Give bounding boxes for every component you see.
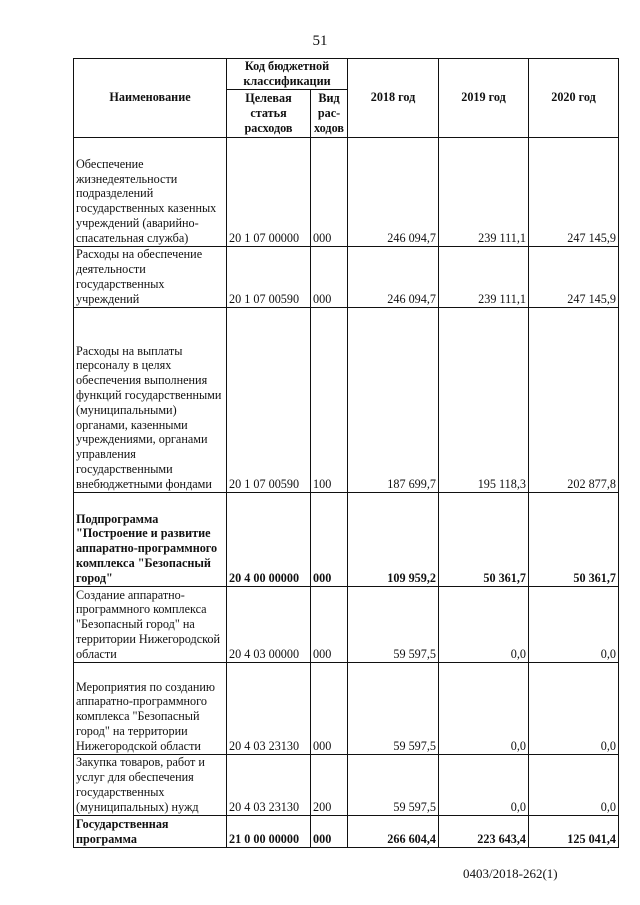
row-name: Расходы на обеспечение деятельности государственных учреждений (74, 246, 227, 307)
document-number: 0403/2018-262(1) (463, 866, 558, 881)
row-value-2018: 59 597,5 (348, 754, 439, 815)
row-value-2019: 0,0 (439, 586, 529, 662)
row-value-2019: 239 111,1 (439, 137, 529, 246)
row-value-2018: 59 597,5 (348, 586, 439, 662)
row-expense-kind: 000 (311, 662, 348, 754)
row-expense-kind: 000 (311, 137, 348, 246)
row-value-2020: 0,0 (529, 586, 619, 662)
row-expense-kind: 000 (311, 815, 348, 847)
row-target-code: 20 1 07 00590 (227, 307, 311, 492)
row-value-2020: 125 041,4 (529, 815, 619, 847)
row-expense-kind: 000 (311, 586, 348, 662)
row-name: Мероприятия по созданию аппаратно-программного комплекса "Безопасный город" на территории Нижегородской области (74, 662, 227, 754)
row-target-code: 20 4 00 00000 (227, 492, 311, 586)
row-value-2018: 246 094,7 (348, 137, 439, 246)
row-name: Создание аппаратно-программного комплекса "Безопасный город" на территории Нижегородской области (74, 586, 227, 662)
row-name: Обеспечение жизнедеятельности подразделений государственных казенных учреждений (аварийно-спасательная служба) (74, 137, 227, 246)
table-row (74, 492, 619, 586)
row-value-2018: 109 959,2 (348, 492, 439, 586)
row-value-2020: 247 145,9 (529, 137, 619, 246)
row-target-code: 20 1 07 00000 (227, 137, 311, 246)
table-row (74, 307, 619, 492)
header-expense-kind: Вид рас-ходов (311, 89, 348, 137)
row-target-code: 20 4 03 00000 (227, 586, 311, 662)
header-kbk: Код бюджетной классификации (227, 59, 348, 90)
table-row (74, 586, 619, 662)
header-2019: 2019 год (439, 59, 529, 138)
table-row (74, 815, 619, 847)
row-target-code: 20 1 07 00590 (227, 246, 311, 307)
table-row (74, 662, 619, 754)
row-expense-kind: 200 (311, 754, 348, 815)
row-name: Государственная программа (74, 815, 227, 847)
header-2018: 2018 год (348, 59, 439, 138)
row-target-code: 21 0 00 00000 (227, 815, 311, 847)
row-value-2019: 0,0 (439, 662, 529, 754)
row-value-2018: 59 597,5 (348, 662, 439, 754)
row-value-2020: 0,0 (529, 754, 619, 815)
row-target-code: 20 4 03 23130 (227, 662, 311, 754)
header-name: Наименование (74, 59, 227, 138)
row-value-2020: 50 361,7 (529, 492, 619, 586)
row-name: Подпрограмма "Построение и развитие аппаратно-программного комплекса "Безопасный город" (74, 492, 227, 586)
row-value-2019: 239 111,1 (439, 246, 529, 307)
row-name: Закупка товаров, работ и услуг для обеспечения государственных (муниципальных) нужд (74, 754, 227, 815)
row-value-2018: 266 604,4 (348, 815, 439, 847)
row-value-2019: 195 118,3 (439, 307, 529, 492)
row-expense-kind: 100 (311, 307, 348, 492)
row-value-2019: 50 361,7 (439, 492, 529, 586)
row-target-code: 20 4 03 23130 (227, 754, 311, 815)
row-value-2019: 223 643,4 (439, 815, 529, 847)
row-value-2018: 246 094,7 (348, 246, 439, 307)
page-number: 51 (312, 33, 328, 49)
row-value-2020: 0,0 (529, 662, 619, 754)
row-expense-kind: 000 (311, 492, 348, 586)
row-expense-kind: 000 (311, 246, 348, 307)
header-target-article: Целевая статья расходов (227, 89, 311, 137)
row-value-2019: 0,0 (439, 754, 529, 815)
table-row (74, 754, 619, 815)
row-value-2020: 247 145,9 (529, 246, 619, 307)
row-value-2018: 187 699,7 (348, 307, 439, 492)
header-2020: 2020 год (529, 59, 619, 138)
budget-table (73, 58, 619, 848)
table-row (74, 137, 619, 246)
row-name: Расходы на выплаты персоналу в целях обеспечения выполнения функций государственными (муниципальными) органами, казенными учреждениями, органами управления государственными внебюджетными фондами (74, 307, 227, 492)
row-value-2020: 202 877,8 (529, 307, 619, 492)
table-row (74, 246, 619, 307)
